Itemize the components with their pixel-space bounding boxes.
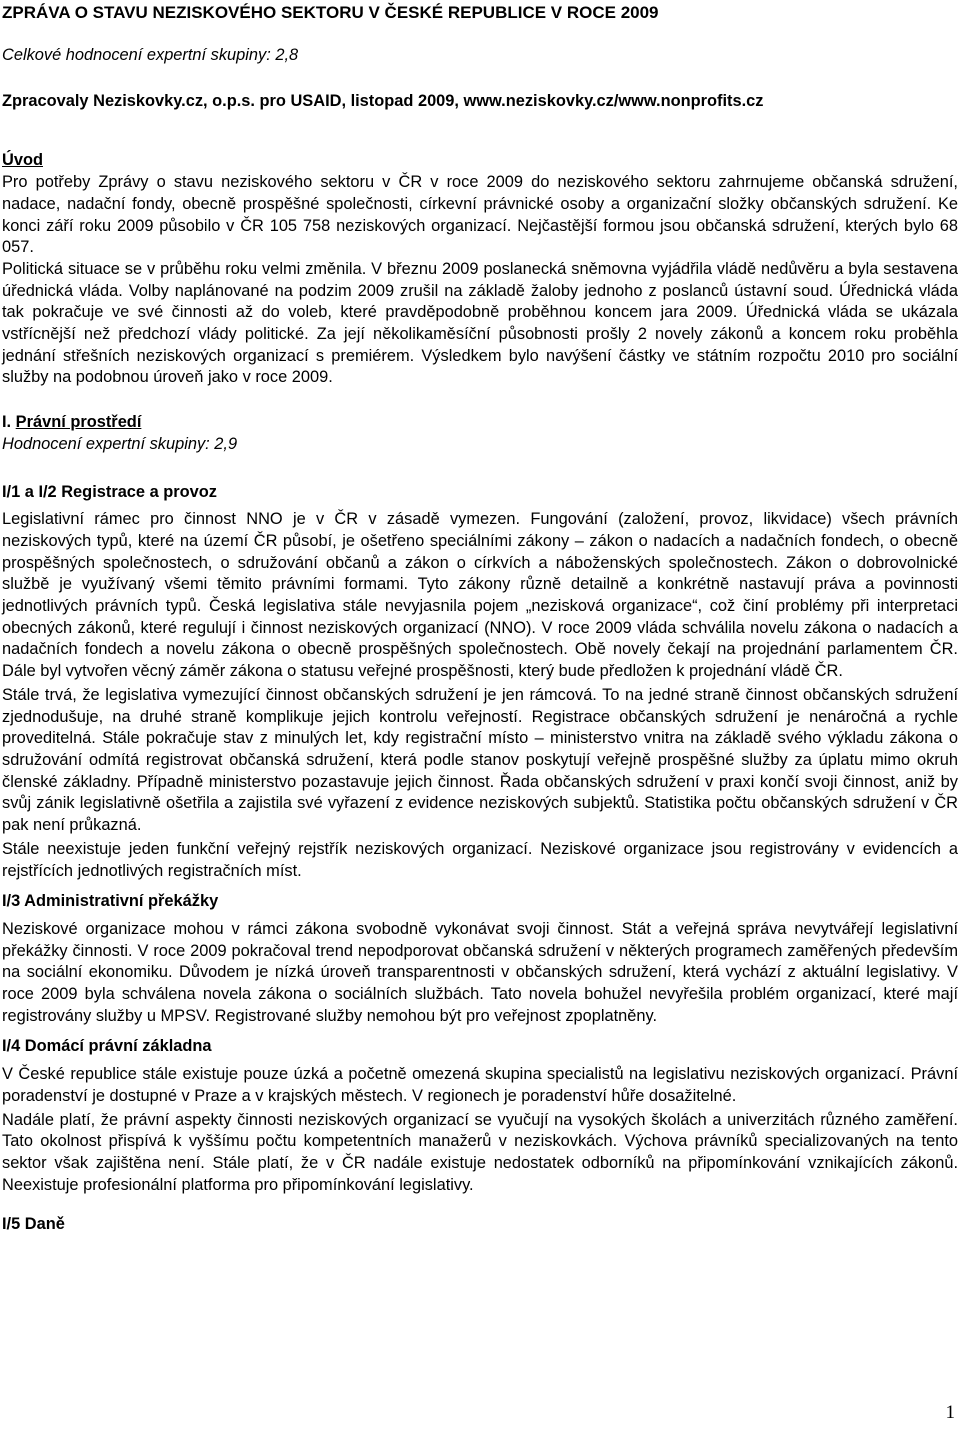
paragraph: Legislativní rámec pro činnost NNO je v ČR v zásadě vymezen. Fungování (založení, provoz, likvidace) všech právních neziskových typů, které na území ČR působí, je ošetřeno speciálními zákony – zákon o nadacích a nadačních fondech, o obecně prospěšných společnostech, o sdružování občanů a zákon o církvích a náboženských společnostech. Zákon o dobrovolnické službě je využívaný všemi těmito právními formami. Tyto zákony různě detailně a konkrétně nastavují práva a povinnosti jednotlivých právních typů. Česká legislativa stále nevyjasnila pojem „nezisková organizace“, což činí problémy při interpretaci obecných zákonů, které regulují i činnost neziskových organizací (NNO). V roce 2009 vláda schválila novelu zákona o nadacích a nadačních fondech a novelu zákona o obecně prospěšných společnostech. Obě novely čekají na projednání parlamentem ČR. Dále byl vytvořen věcný záměr zákona o statusu veřejné prospěšnosti, který bude předložen k projednání vládě ČR. xyxy=(2,510,958,681)
section-number: I. xyxy=(2,413,12,432)
paragraph: Stále trvá, že legislativa vymezující činnost občanských sdružení je jen rámcová. To na jedné straně činnost občanských sdružení zjednodušuje, na druhé straně komplikuje jejich kontrolu veřejností. Registrace občanských sdružení je nenáročná a rychle proveditelná. Stále pokračuje stav z minulých let, kdy registrační místo – ministerstvo vnitra na základě svého výkladu zákona o sdružování odmítá registrovat občanská sdružení, která podle stanov poskytují veřejně prospěšné služby za úplatu mimo okruh členské základny. Případně ministerstvo pozastavuje jejich činnost. Řada občanských sdružení v praxi končí svoji činnost, aniž by svůj zánik legislativně ošetřila a zajistila své vyřazení z evidence neziskových subjektů. Statistika počtu občanských sdružení v ČR pak není průkazná. xyxy=(2,685,958,835)
subsection-heading-registration: I/1 a I/2 Registrace a provoz xyxy=(2,482,217,501)
subsection-heading-legal-base: I/4 Domácí právní základna xyxy=(2,1037,212,1056)
paragraph: Neziskové organizace mohou v rámci zákona svobodně vykonávat svoji činnost. Stát a veřejná správa nevytvářejí legislativní překážky činnosti. V roce 2009 pokračoval trend nepodporovat občanská sdružení v některých programech zaměřených především na sociální ekonomiku. Důvodem je nízká úroveň transparentnosti v občanských sdružení, která vychází z aktuální legislativy. V roce 2009 byla schválena novela zákona o sociálních službách. Tato novela bohužel nevyřešila problém organizací, které mají registrovány služby u MPSV. Registrované služby nemohou být pro veřejnost zpoplatněny. xyxy=(2,919,958,1025)
overall-rating: Celkové hodnocení expertní skupiny: 2,8 xyxy=(2,46,299,64)
intro-section xyxy=(0,172,960,389)
paragraph: Stále neexistuje jeden funkční veřejný rejstřík neziskových organizací. Neziskové organizace jsou registrovány v evidencích a rejstřících jednotlivých registračních míst. xyxy=(2,839,958,880)
prepared-by-line: Zpracovaly Neziskovky.cz, o.p.s. pro USAID, listopad 2009, www.neziskovky.cz/www.nonprofits.cz xyxy=(2,91,764,110)
page-number: 1 xyxy=(945,1402,955,1424)
subsection-heading-admin: I/3 Administrativní překážky xyxy=(2,892,219,911)
report-title: ZPRÁVA O STAVU NEZISKOVÉHO SEKTORU V ČESKÉ REPUBLICE V ROCE 2009 xyxy=(2,3,659,22)
paragraph: V České republice stále existuje pouze úzká a početně omezená skupina specialistů na legislativu neziskových organizací. Právní poradenství je dostupné v Praze a v krajských městech. V regionech je poradenství hůře dosažitelné. xyxy=(2,1065,958,1105)
intro-heading: Úvod xyxy=(2,151,43,170)
section-heading xyxy=(0,412,960,434)
intro-paragraph: Politická situace se v průběhu roku velmi změnila. V březnu 2009 poslanecká sněmovna vyjádřila vládě nedůvěru a byla sestavena úřednická vláda. Volby naplánované na podzim 2009 zrušil na základě žaloby jednoho z poslanců ústavní soud. Úřednická vláda tak pokračuje ve své činnosti až do voleb, které pravděpodobně proběhnou koncem jara 2009. Úřednická vláda se ukázala vstřícnější než předchozí vlády politické. Za její několikaměsíční působnosti prošly 2 novely zákonů a koncem roku proběhla jednání střešních neziskových organizací s premiérem. Výsledkem bylo navýšení částky ve státním rozpočtu 2010 pro sociální služby na podobnou úroveň jako v roce 2009. xyxy=(2,259,958,387)
subsection-heading-taxes: I/5 Daně xyxy=(2,1215,65,1234)
intro-paragraph: Pro potřeby Zprávy o stavu neziskového sektoru v ČR v roce 2009 do neziskového sektoru zahrnujeme občanská sdružení, nadace, nadační fondy, obecně prospěšné společnosti, církevní právnické osoby a organizační složky občanských sdružení. Ke konci září roku 2009 působilo v ČR 105 758 neziskových organizací. Nejčastější formou jsou občanská sdružení, kterých bylo 68 057. xyxy=(2,173,958,257)
paragraph: Nadále platí, že právní aspekty činnosti neziskových organizací se vyučují na vysokých školách a univerzitách různého zaměření. Tato okolnost přispívá k vyššímu počtu kompetentních manažerů v neziskovkách. Výchova právníků specializovaných na tento sektor však zajištěna není. Stále platí, že v ČR nadále existuje nedostatek odborníků na připomínkování vznikajících zákonů. Neexistuje profesionální platforma pro připomínkování legislativy. xyxy=(2,1110,958,1194)
section-title: Právní prostředí xyxy=(15,413,142,432)
section-rating: Hodnocení expertní skupiny: 2,9 xyxy=(2,434,238,453)
